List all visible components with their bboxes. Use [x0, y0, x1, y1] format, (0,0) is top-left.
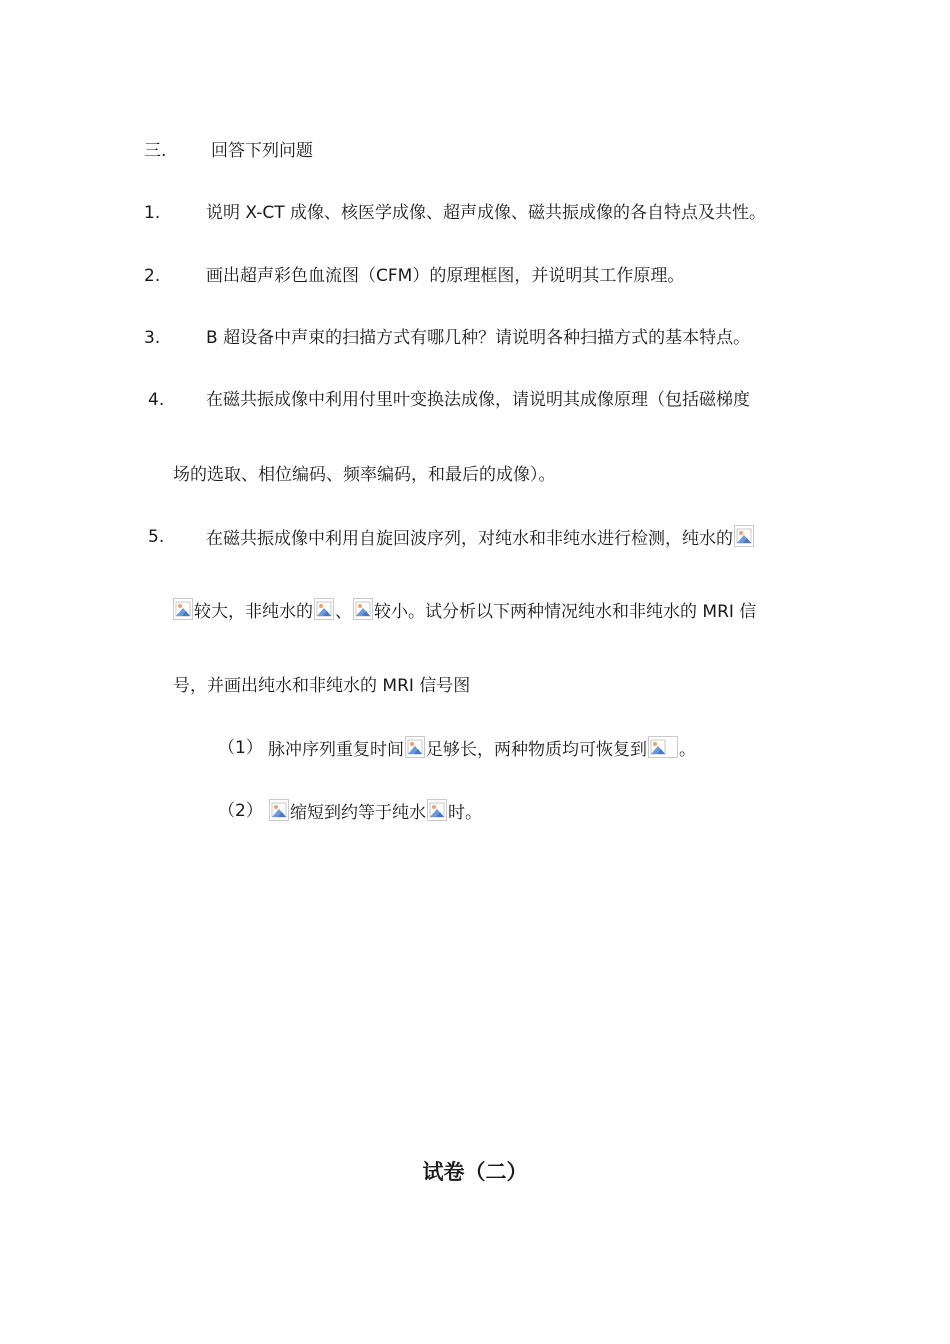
- sub-question-2-text-b: 时。: [448, 803, 482, 823]
- question-5-line-3: 号，并画出纯水和非纯水的 MRI 信号图: [173, 676, 471, 696]
- question-1-number: 1.: [144, 203, 161, 223]
- sub-question-2-text-a: 缩短到约等于纯水: [290, 803, 426, 823]
- sub-question-1-text-a: 脉冲序列重复时间: [268, 740, 404, 760]
- question-5-line-2-text-a: 较大，非纯水的: [194, 602, 313, 622]
- broken-image-icon: [427, 799, 447, 821]
- broken-image-icon: [734, 525, 754, 547]
- section-number: 三.: [144, 141, 167, 161]
- broken-image-icon: [405, 736, 425, 758]
- question-5-number: 5.: [148, 527, 165, 547]
- question-1-text: 说明 X-CT 成像、核医学成像、超声成像、磁共振成像的各自特点及共性。: [206, 203, 766, 223]
- broken-image-icon: [173, 598, 193, 620]
- sub-question-1-number: （1）: [218, 738, 263, 758]
- question-3-text: B 超设备中声束的扫描方式有哪几种？请说明各种扫描方式的基本特点。: [206, 328, 751, 348]
- question-4-line-1: 在磁共振成像中利用付里叶变换法成像，请说明其成像原理（包括磁梯度: [206, 390, 750, 410]
- broken-image-icon: [269, 799, 289, 821]
- question-2-text: 画出超声彩色血流图（CFM）的原理框图，并说明其工作原理。: [206, 266, 685, 286]
- sub-question-1-text-c: 。: [679, 740, 696, 760]
- broken-image-icon: [314, 598, 334, 620]
- exam-title: 试卷（二）: [422, 1160, 528, 1184]
- broken-image-icon: [353, 598, 373, 620]
- sub-question-2-text: [268, 799, 482, 825]
- question-4-number: 4.: [148, 390, 165, 410]
- sub-question-1-text: [268, 736, 696, 762]
- question-2-number: 2.: [144, 266, 161, 286]
- question-5-line-2-separator: 、: [335, 602, 352, 622]
- question-5-line-1-text: 在磁共振成像中利用自旋回波序列，对纯水和非纯水进行检测，纯水的: [206, 529, 733, 549]
- section-heading: 回答下列问题: [211, 141, 313, 161]
- question-3-number: 3.: [144, 328, 161, 348]
- question-4-line-2: 场的选取、相位编码、频率编码，和最后的成像）。: [173, 465, 556, 485]
- sub-question-2-number: （2）: [218, 801, 263, 821]
- question-5-line-1: [206, 525, 755, 551]
- question-5-line-2-text-b: 较小。试分析以下两种情况纯水和非纯水的 MRI 信: [374, 602, 757, 622]
- question-5-line-2: [172, 598, 756, 624]
- broken-image-icon: [648, 736, 678, 758]
- sub-question-1-text-b: 足够长，两种物质均可恢复到: [426, 740, 647, 760]
